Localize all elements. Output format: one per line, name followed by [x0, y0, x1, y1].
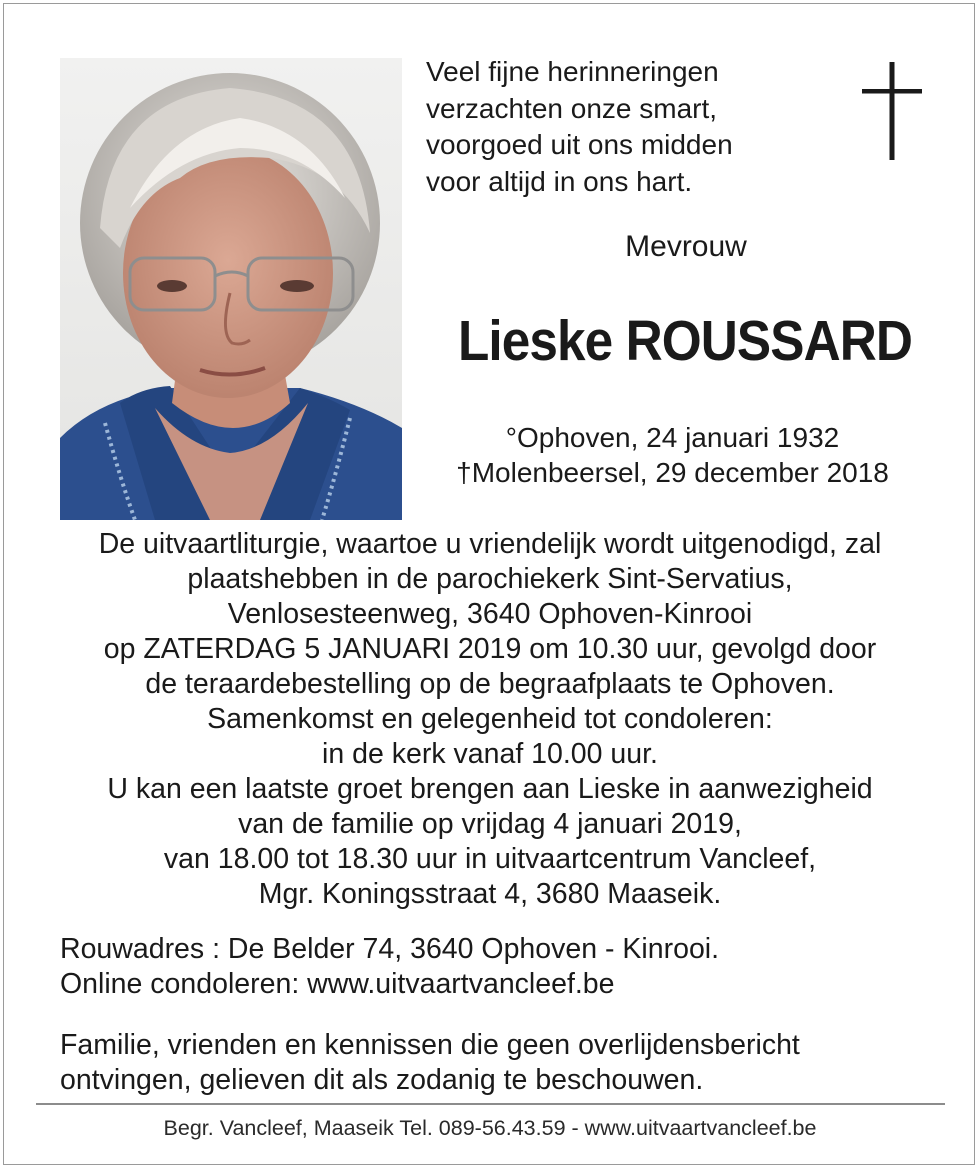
details-line: U kan een laatste groet brengen aan Lieske in aanwezigheid — [107, 773, 873, 805]
poem-line: voor altijd in ons hart. — [426, 165, 693, 197]
memorial-poem — [426, 54, 826, 200]
deceased-name: Lieske ROUSSARD — [457, 309, 913, 373]
details-line: van 18.00 tot 18.30 uur in uitvaartcentrum Vancleef, — [163, 843, 817, 875]
poem-line: voorgoed uit ons midden — [426, 129, 733, 160]
footer-divider — [36, 1103, 945, 1105]
details-line: de teraardebestelling op de begraafplaats te Ophoven. — [145, 668, 835, 700]
details-line: Mgr. Koningsstraat 4, 3680 Maaseik. — [258, 878, 722, 910]
birth-date: °Ophoven, 24 januari 1932 — [505, 422, 840, 453]
notice-line: Familie, vrienden en kennissen die geen overlijdensbericht — [60, 1029, 800, 1061]
address-line: Rouwadres : De Belder 74, 3640 Ophoven - Kinrooi. — [60, 933, 720, 965]
details-line: plaatshebben in de parochiekerk Sint-Servatius, — [187, 563, 793, 595]
funeral-details — [30, 527, 950, 912]
death-date: †Molenbeersel, 29 december 2018 — [456, 457, 889, 488]
notice-text — [60, 1028, 940, 1098]
details-line: Samenkomst en gelegenheid tot condoleren: — [207, 703, 773, 735]
details-line: op ZATERDAG 5 JANUARI 2019 om 10.30 uur, gevolgd door — [103, 633, 877, 665]
poem-line: Veel fijne herinneringen — [426, 56, 719, 87]
cross-icon — [862, 62, 922, 160]
notice-line: ontvingen, gelieven dit als zodanig te beschouwen. — [60, 1064, 704, 1096]
salutation: Mevrouw — [625, 230, 747, 263]
details-line: van de familie op vrijdag 4 januari 2019, — [238, 808, 742, 840]
funeral-home-footer: Begr. Vancleef, Maaseik Tel. 089-56.43.59 - www.uitvaartvancleef.be — [163, 1116, 817, 1140]
details-line: Venlosesteenweg, 3640 Ophoven-Kinrooi — [227, 598, 753, 630]
condolence-link[interactable]: Online condoleren: www.uitvaartvancleef.be — [60, 968, 615, 1000]
life-dates — [420, 420, 925, 490]
details-line: De uitvaartliturgie, waartoe u vriendelijk wordt uitgenodigd, zal — [98, 528, 882, 560]
portrait-photo — [60, 58, 402, 520]
details-line: in de kerk vanaf 10.00 uur. — [322, 738, 658, 770]
poem-line: verzachten onze smart, — [426, 92, 718, 124]
mourning-address — [60, 932, 940, 1002]
